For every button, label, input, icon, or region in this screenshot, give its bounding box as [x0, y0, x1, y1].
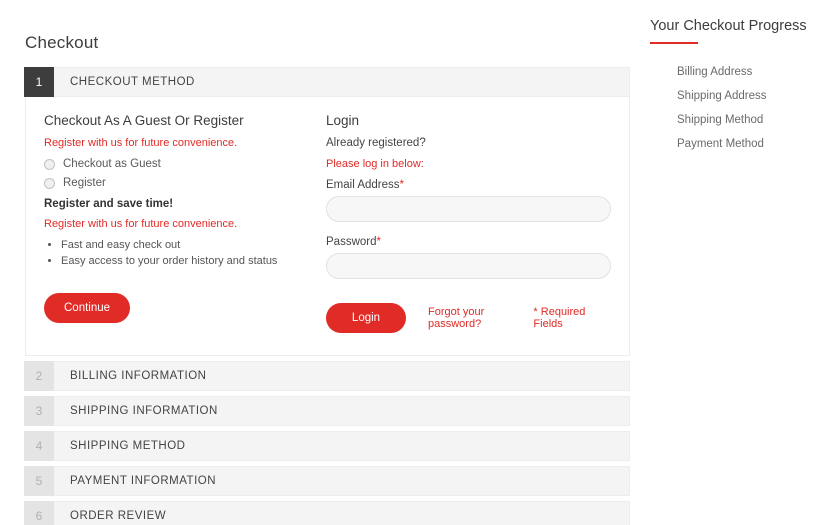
continue-button[interactable]: Continue: [44, 293, 130, 323]
page-title: Checkout: [25, 33, 99, 52]
list-item: • Easy access to your order history and status: [61, 255, 326, 267]
step-3-number: 3: [24, 396, 54, 426]
password-field[interactable]: [326, 253, 611, 279]
login-actions: [326, 303, 611, 333]
register-note: Register with us for future convenience.: [44, 218, 238, 230]
checkout-step-4: [25, 431, 630, 461]
password-label-text: Password: [326, 236, 377, 248]
progress-item-billing-address[interactable]: Billing Address: [677, 66, 753, 78]
step-1-body: [25, 97, 630, 356]
checkout-step-5: [25, 466, 630, 496]
register-benefits-list: [44, 239, 326, 267]
guest-register-panel: [44, 113, 326, 333]
guest-register-heading: Checkout As A Guest Or Register: [44, 113, 244, 128]
step-5-header[interactable]: [25, 466, 630, 496]
step-2-number: 2: [24, 361, 54, 391]
step-6-header[interactable]: [25, 501, 630, 525]
step-1-number: 1: [24, 67, 54, 97]
required-fields-note: * Required Fields: [533, 306, 586, 330]
checkout-accordion: [25, 67, 630, 525]
guest-register-note: Register with us for future convenience.: [44, 137, 238, 149]
checkout-step-1: [25, 67, 630, 356]
email-label-text: Email Address: [326, 179, 400, 191]
checkout-progress-panel: [650, 18, 810, 162]
checkout-column: [25, 0, 630, 525]
list-item: • Fast and easy check out: [61, 239, 326, 251]
step-5-number: 5: [24, 466, 54, 496]
checkout-step-3: [25, 396, 630, 426]
forgot-password-link[interactable]: Forgot your password?: [428, 306, 485, 330]
progress-item-payment-method[interactable]: Payment Method: [677, 138, 764, 150]
radio-register-label: Register: [63, 177, 106, 189]
progress-title: Your Checkout Progress: [650, 18, 807, 34]
radio-checkout-as-guest[interactable]: [44, 158, 326, 170]
checkout-step-2: [25, 361, 630, 391]
radio-guest-label: Checkout as Guest: [63, 158, 161, 170]
step-1-title: CHECKOUT METHOD: [70, 76, 195, 88]
step-1-header[interactable]: [25, 67, 630, 97]
please-login-text: Please log in below:: [326, 158, 424, 170]
step-4-number: 4: [24, 431, 54, 461]
step-5-title: PAYMENT INFORMATION: [70, 475, 217, 487]
step-3-header[interactable]: [25, 396, 630, 426]
login-heading: Login: [326, 113, 360, 128]
already-registered-text: Already registered?: [326, 137, 426, 149]
step-2-header[interactable]: [25, 361, 630, 391]
progress-item-shipping-address[interactable]: Shipping Address: [677, 90, 767, 102]
register-headline: Register and save time!: [44, 198, 174, 210]
step-3-title: SHIPPING INFORMATION: [70, 405, 218, 417]
radio-register-icon[interactable]: [44, 178, 55, 189]
progress-title-underline: [650, 42, 698, 44]
radio-register[interactable]: [44, 177, 326, 189]
step-4-header[interactable]: [25, 431, 630, 461]
step-2-title: BILLING INFORMATION: [70, 370, 207, 382]
email-label: [326, 179, 611, 191]
password-required-mark: *: [376, 236, 381, 248]
step-6-title: ORDER REVIEW: [70, 510, 167, 522]
step-6-number: 6: [24, 501, 54, 525]
password-label: [326, 236, 611, 248]
email-required-mark: *: [399, 179, 404, 191]
progress-item-shipping-method[interactable]: Shipping Method: [677, 114, 764, 126]
login-button[interactable]: Login: [326, 303, 406, 333]
login-panel: [326, 113, 611, 333]
radio-guest-icon[interactable]: [44, 159, 55, 170]
email-field[interactable]: [326, 196, 611, 222]
step-4-title: SHIPPING METHOD: [70, 440, 186, 452]
checkout-step-6: [25, 501, 630, 525]
